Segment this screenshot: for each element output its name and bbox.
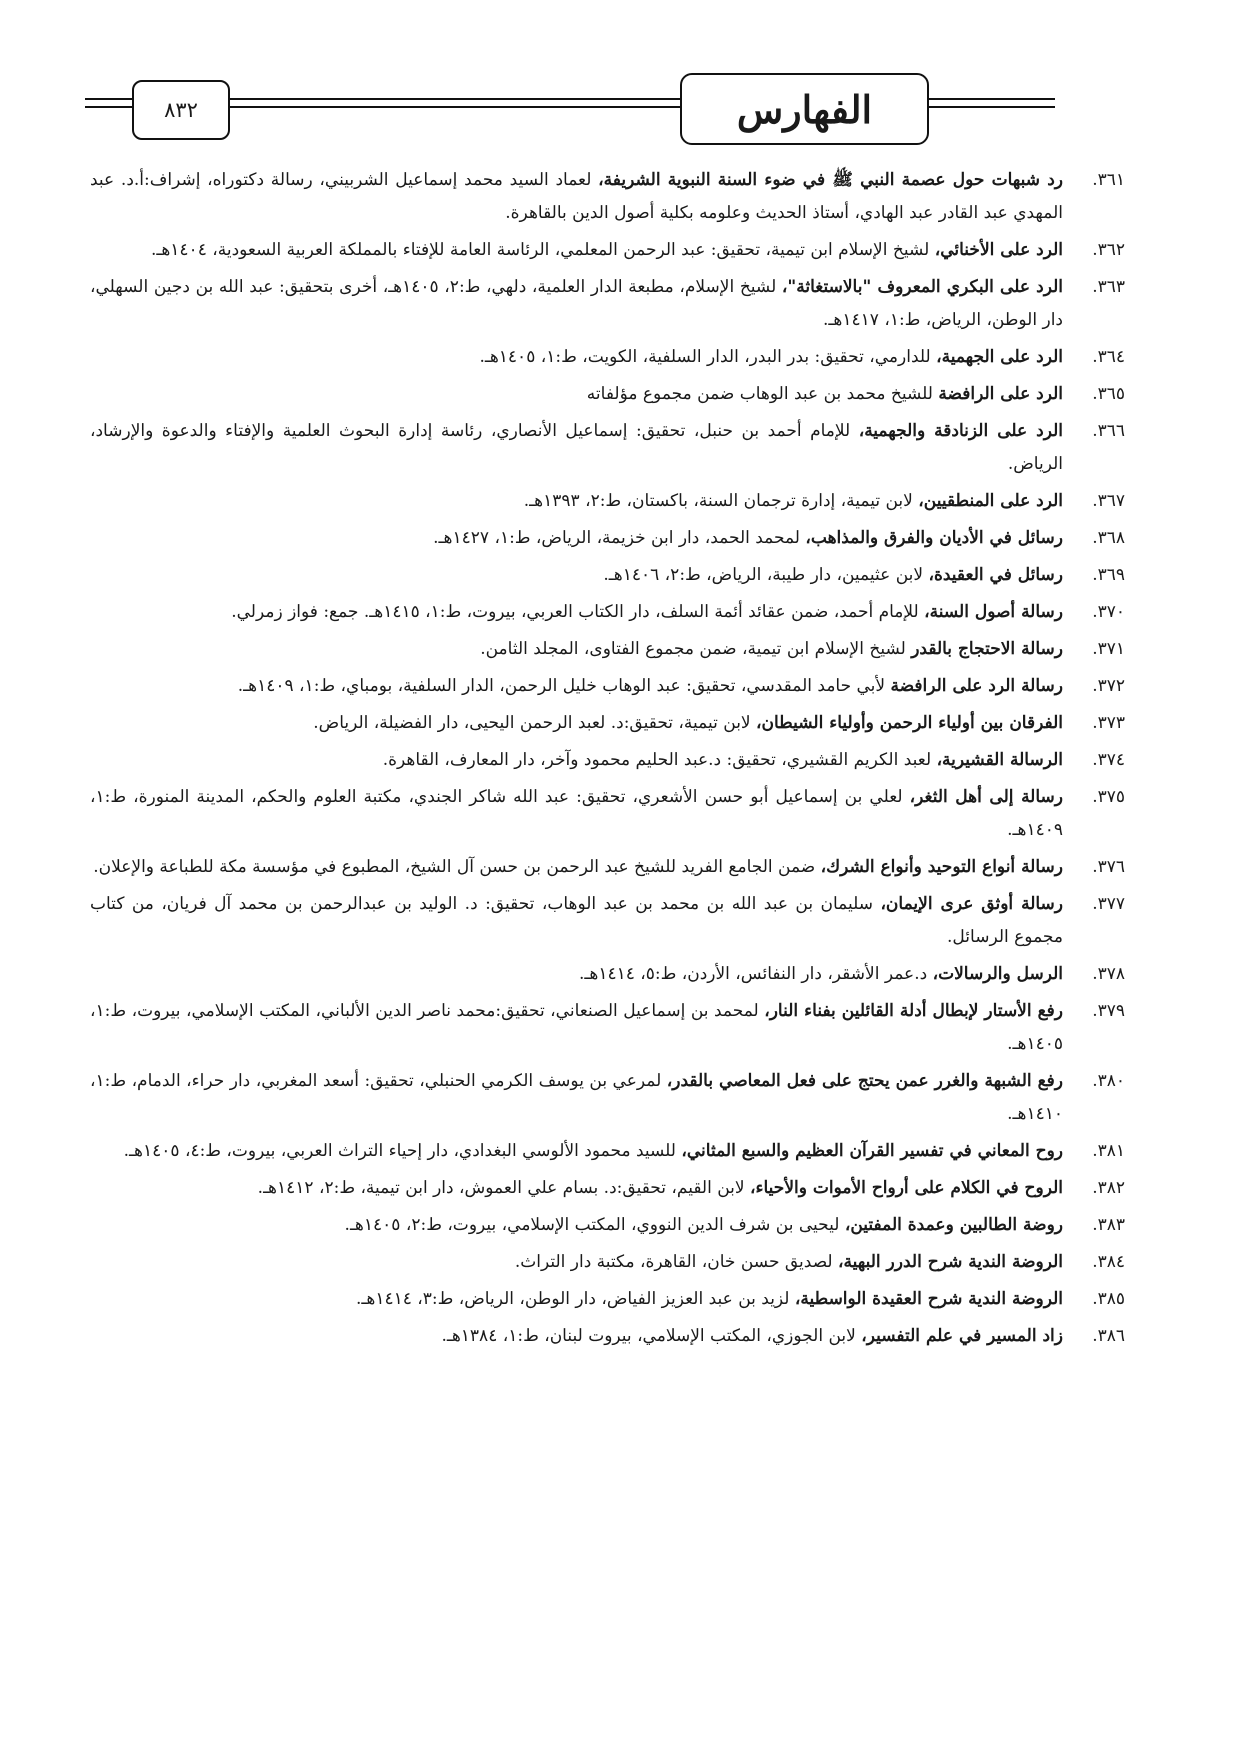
entry-text [90,415,1063,481]
entry-number: ٣٨٤. [1092,1252,1125,1272]
entry-title: الروح في الكلام على أرواح الأموات والأحياء، [750,1178,1063,1198]
entry-number: ٣٦١. [1092,170,1125,190]
entry-details: للإمام أحمد، ضمن عقائد أئمة السلف، دار الكتاب العربي، بيروت، ط:١، ١٤١٥هـ. جمع: فواز زمرلي. [231,602,925,622]
header-rule [925,106,1055,108]
entry-title: رسالة الاحتجاج بالقدر [911,639,1063,659]
entry-details: لعماد السيد محمد إسماعيل الشربيني، رسالة دكتوراه، إشراف:أ.د. عبد المهدي عبد القادر عبد الهادي، أستاذ الحديث وعلومه بكلية أصول الدين بالقاهرة. [90,170,1063,223]
entry-title: رسالة أنواع التوحيد وأنواع الشرك، [820,857,1063,877]
entry-number: ٣٧١. [1092,639,1125,659]
entry-details: لابن تيمية، إدارة ترجمان السنة، باكستان، ط:٢، ١٣٩٣هـ. [523,491,919,511]
bibliography-entry [90,378,1125,411]
entry-details: لابن الجوزي، المكتب الإسلامي، بيروت لبنان، ط:١، ١٣٨٤هـ. [441,1326,862,1346]
entry-text [90,781,1063,847]
entry-details: لأبي حامد المقدسي، تحقيق: عبد الوهاب خليل الرحمن، الدار السلفية، بومباي، ط:١، ١٤٠٩هـ. [237,676,891,696]
entry-number: ٣٨٦. [1092,1326,1125,1346]
entry-details: لمحمد بن إسماعيل الصنعاني، تحقيق:محمد ناصر الدين الألباني، المكتب الإسلامي، بيروت، ط:١، ١٤٠٥هـ. [90,1001,1063,1054]
bibliography-entry [90,164,1125,230]
entry-title: روح المعاني في تفسير القرآن العظيم والسبع المثاني، [681,1141,1063,1161]
entry-text [90,1283,1063,1316]
entry-title: رسائل في العقيدة، [928,565,1063,585]
entry-text [90,378,1063,411]
entry-title: الرد على المنطقيين، [918,491,1063,511]
entry-number: ٣٨١. [1092,1141,1125,1161]
entry-text [90,995,1063,1061]
entry-text [90,1135,1063,1168]
bibliography-entry [90,485,1125,518]
entry-text [90,164,1063,230]
entry-text [90,1209,1063,1242]
entry-text [90,1246,1063,1279]
page-header [0,0,1240,150]
bibliography-entry [90,522,1125,555]
entry-details: لعلي بن إسماعيل أبو حسن الأشعري، تحقيق: عبد الله شاكر الجندي، مكتبة العلوم والحكم، المدينة المنورة، ط:١، ١٤٠٩هـ. [90,787,1063,840]
bibliography-entry [90,1283,1125,1316]
bibliography-entry [90,271,1125,337]
entry-title: رسالة إلى أهل الثغر، [909,787,1063,807]
bibliography-entry [90,1135,1125,1168]
header-rule [85,106,132,108]
entry-text [90,234,1063,267]
entry-number: ٣٧٤. [1092,750,1125,770]
entry-text [90,271,1063,337]
entry-title: رسالة أوثق عرى الإيمان، [880,894,1064,914]
bibliography-entry [90,1320,1125,1353]
bibliography-entry [90,341,1125,374]
entry-number: ٣٦٦. [1092,421,1125,441]
entry-number: ٣٧٦. [1092,857,1125,877]
entry-number: ٣٨٠. [1092,1071,1125,1091]
bibliography-entry [90,1246,1125,1279]
entry-text [90,958,1063,991]
entry-details: للدارمي، تحقيق: بدر البدر، الدار السلفية، الكويت، ط:١، ١٤٠٥هـ. [479,347,937,367]
entry-details: لزيد بن عبد العزيز الفياض، دار الوطن، الرياض، ط:٣، ١٤١٤هـ. [355,1289,795,1309]
bibliography-entry [90,559,1125,592]
bibliography-entry [90,888,1125,954]
entry-number: ٣٦٩. [1092,565,1125,585]
entry-number: ٣٨٣. [1092,1215,1125,1235]
entry-number: ٣٦٥. [1092,384,1125,404]
bibliography-entry [90,234,1125,267]
entry-text [90,596,1063,629]
entry-text [90,888,1063,954]
entry-title: روضة الطالبين وعمدة المفتين، [844,1215,1063,1235]
header-rule [226,106,680,108]
entry-details: لعبد الكريم القشيري، تحقيق: د.عبد الحليم محمود وآخر، دار المعارف، القاهرة. [382,750,937,770]
entry-number: ٣٧٨. [1092,964,1125,984]
entry-title: الروضة الندية شرح العقيدة الواسطية، [794,1289,1063,1309]
entry-title: رفع الأستار لإبطال أدلة القائلين بفناء النار، [764,1001,1063,1021]
entry-details: لشيخ الإسلام ابن تيمية، ضمن مجموع الفتاوى، المجلد الثامن. [480,639,912,659]
bibliography-entry [90,415,1125,481]
bibliography-list [90,164,1125,1357]
entry-title: رسالة أصول السنة، [924,602,1063,622]
entry-text [90,1320,1063,1353]
entry-title: الفرقان بين أولياء الرحمن وأولياء الشيطان، [756,713,1063,733]
entry-details: لصديق حسن خان، القاهرة، مكتبة دار التراث. [514,1252,839,1272]
entry-text [90,522,1063,555]
entry-number: ٣٨٥. [1092,1289,1125,1309]
entry-details: ضمن الجامع الفريد للشيخ عبد الرحمن بن حسن آل الشيخ، المطبوع في مؤسسة مكة للطباعة والإعلان. [93,857,821,877]
entry-text [90,707,1063,740]
section-title: الفهارس [680,73,929,145]
entry-text [90,1172,1063,1205]
header-rule [85,98,132,100]
entry-number: ٣٦٢. [1092,240,1125,260]
bibliography-entry [90,958,1125,991]
header-rule [226,98,680,100]
entry-number: ٣٧٥. [1092,787,1125,807]
entry-title: الرد على الأخنائي، [934,240,1063,260]
bibliography-entry [90,670,1125,703]
entry-details: د.عمر الأشقر، دار النفائس، الأردن، ط:٥، ١٤١٤هـ. [578,964,933,984]
entry-number: ٣٦٧. [1092,491,1125,511]
bibliography-entry [90,596,1125,629]
bibliography-entry [90,851,1125,884]
entry-details: لابن تيمية، تحقيق:د. لعبد الرحمن اليحيى، دار الفضيلة، الرياض. [313,713,757,733]
entry-text [90,1065,1063,1131]
entry-title: الرد على الرافضة [938,384,1063,404]
entry-number: ٣٦٨. [1092,528,1125,548]
entry-details: لابن عثيمين، دار طيبة، الرياض، ط:٢، ١٤٠٦هـ. [603,565,929,585]
bibliography-entry [90,1065,1125,1131]
entry-details: للإمام أحمد بن حنبل، تحقيق: إسماعيل الأنصاري، رئاسة إدارة البحوث العلمية والإفتاء والدعوة والإرشاد، الرياض. [90,421,1063,474]
entry-details: ليحيى بن شرف الدين النووي، المكتب الإسلامي، بيروت، ط:٢، ١٤٠٥هـ. [344,1215,845,1235]
entry-text [90,851,1063,884]
entry-text [90,341,1063,374]
header-rule [925,98,1055,100]
entry-title: رسائل في الأديان والفرق والمذاهب، [805,528,1063,548]
bibliography-entry [90,707,1125,740]
entry-number: ٣٧٢. [1092,676,1125,696]
entry-text [90,559,1063,592]
entry-text [90,633,1063,666]
entry-number: ٣٧٠. [1092,602,1125,622]
entry-details: لمرعي بن يوسف الكرمي الحنبلي، تحقيق: أسعد المغربي، دار حراء، الدمام، ط:١، ١٤١٠هـ. [90,1071,1063,1124]
entry-details: للسيد محمود الألوسي البغدادي، دار إحياء التراث العربي، بيروت، ط:٤، ١٤٠٥هـ. [123,1141,682,1161]
entry-details: سليمان بن عبد الله بن محمد بن عبد الوهاب، تحقيق: د. الوليد بن عبدالرحمن بن محمد آل فريان، من كتاب مجموع الرسائل. [90,894,1063,947]
entry-title: الرسل والرسالات، [932,964,1063,984]
entry-number: ٣٧٧. [1092,894,1125,914]
entry-title: الرد على الزنادقة والجهمية، [858,421,1063,441]
bibliography-entry [90,995,1125,1061]
bibliography-entry [90,1209,1125,1242]
bibliography-entry [90,633,1125,666]
entry-details: لشيخ الإسلام ابن تيمية، تحقيق: عبد الرحمن المعلمي، الرئاسة العامة للإفتاء بالمملكة العربية السعودية، ١٤٠٤هـ. [150,240,935,260]
entry-number: ٣٧٣. [1092,713,1125,733]
entry-number: ٣٦٣. [1092,277,1125,297]
entry-title: الرد على الجهمية، [936,347,1063,367]
entry-title: الرد على البكري المعروف "بالاستغاثة"، [781,277,1063,297]
entry-text [90,744,1063,777]
bibliography-entry [90,1172,1125,1205]
entry-details: لابن القيم، تحقيق:د. بسام علي العموش، دار ابن تيمية، ط:٢، ١٤١٢هـ. [257,1178,751,1198]
entry-number: ٣٨٢. [1092,1178,1125,1198]
entry-number: ٣٧٩. [1092,1001,1125,1021]
entry-title: رفع الشبهة والغرر عمن يحتج على فعل المعاصي بالقدر، [666,1071,1063,1091]
entry-title: رد شبهات حول عصمة النبي ﷺ في ضوء السنة النبوية الشريفة، [598,170,1064,190]
entry-details: للشيخ محمد بن عبد الوهاب ضمن مجموع مؤلفاته [586,384,939,404]
entry-number: ٣٦٤. [1092,347,1125,367]
page-number: ٨٣٢ [132,80,230,140]
entry-text [90,670,1063,703]
entry-title: الرسالة القشيرية، [936,750,1063,770]
entry-details: لمحمد الحمد، دار ابن خزيمة، الرياض، ط:١، ١٤٢٧هـ. [433,528,806,548]
entry-title: الروضة الندية شرح الدرر البهية، [838,1252,1063,1272]
entry-title: زاد المسير في علم التفسير، [861,1326,1063,1346]
entry-title: رسالة الرد على الرافضة [890,676,1063,696]
bibliography-entry [90,781,1125,847]
bibliography-entry [90,744,1125,777]
entry-text [90,485,1063,518]
entry-details: لشيخ الإسلام، مطبعة الدار العلمية، دلهي، ط:٢، ١٤٠٥هـ، أخرى بتحقيق: عبد الله بن دجين السهلي، دار الوطن، الرياض، ط:١، ١٤١٧هـ. [90,277,1063,330]
